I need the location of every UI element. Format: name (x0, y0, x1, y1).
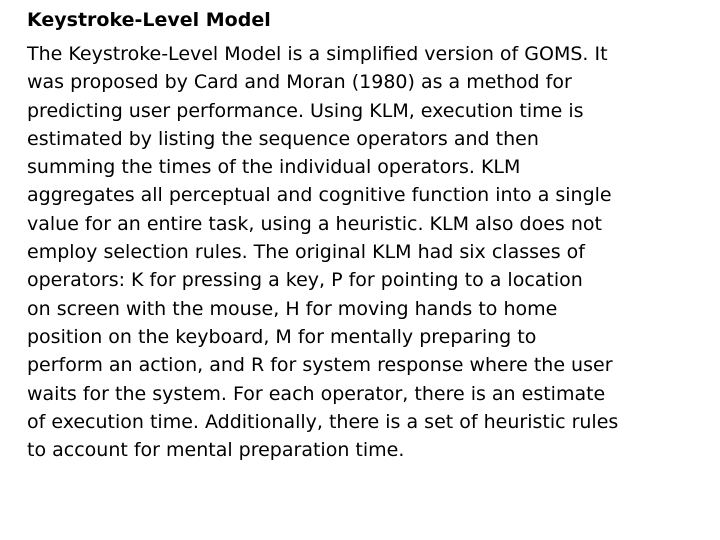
slide-title: Keystroke-Level Model (27, 9, 271, 31)
body-line: The Keystroke-Level Model is a simplified version of GOMS. It (27, 43, 608, 65)
body-line: employ selection rules. The original KLM had six classes of (27, 241, 585, 264)
body-line: value for an entire task, using a heuristic. KLM also does not (27, 212, 602, 235)
body-line: operators: K for pressing a key, P for pointing to a location (27, 269, 583, 292)
body-line: waits for the system. For each operator, there is an estimate (27, 382, 606, 405)
body-line: was proposed by Card and Moran (1980) as a method for (27, 71, 572, 94)
body-paragraph (27, 40, 618, 464)
body-line: aggregates all perceptual and cognitive function into a single (27, 184, 612, 207)
body-line: summing the times of the individual operators. KLM (27, 156, 521, 179)
body-line: predicting user performance. Using KLM, execution time is (27, 99, 584, 122)
body-line: estimated by listing the sequence operators and then (27, 127, 539, 150)
body-line: perform an action, and R for system response where the user (27, 354, 613, 377)
body-line: on screen with the mouse, H for moving hands to home (27, 297, 558, 320)
body-line: to account for mental preparation time. (27, 439, 405, 462)
body-line: of execution time. Additionally, there is a set of heuristic rules (27, 410, 619, 433)
body-line: position on the keyboard, M for mentally preparing to (27, 325, 537, 348)
